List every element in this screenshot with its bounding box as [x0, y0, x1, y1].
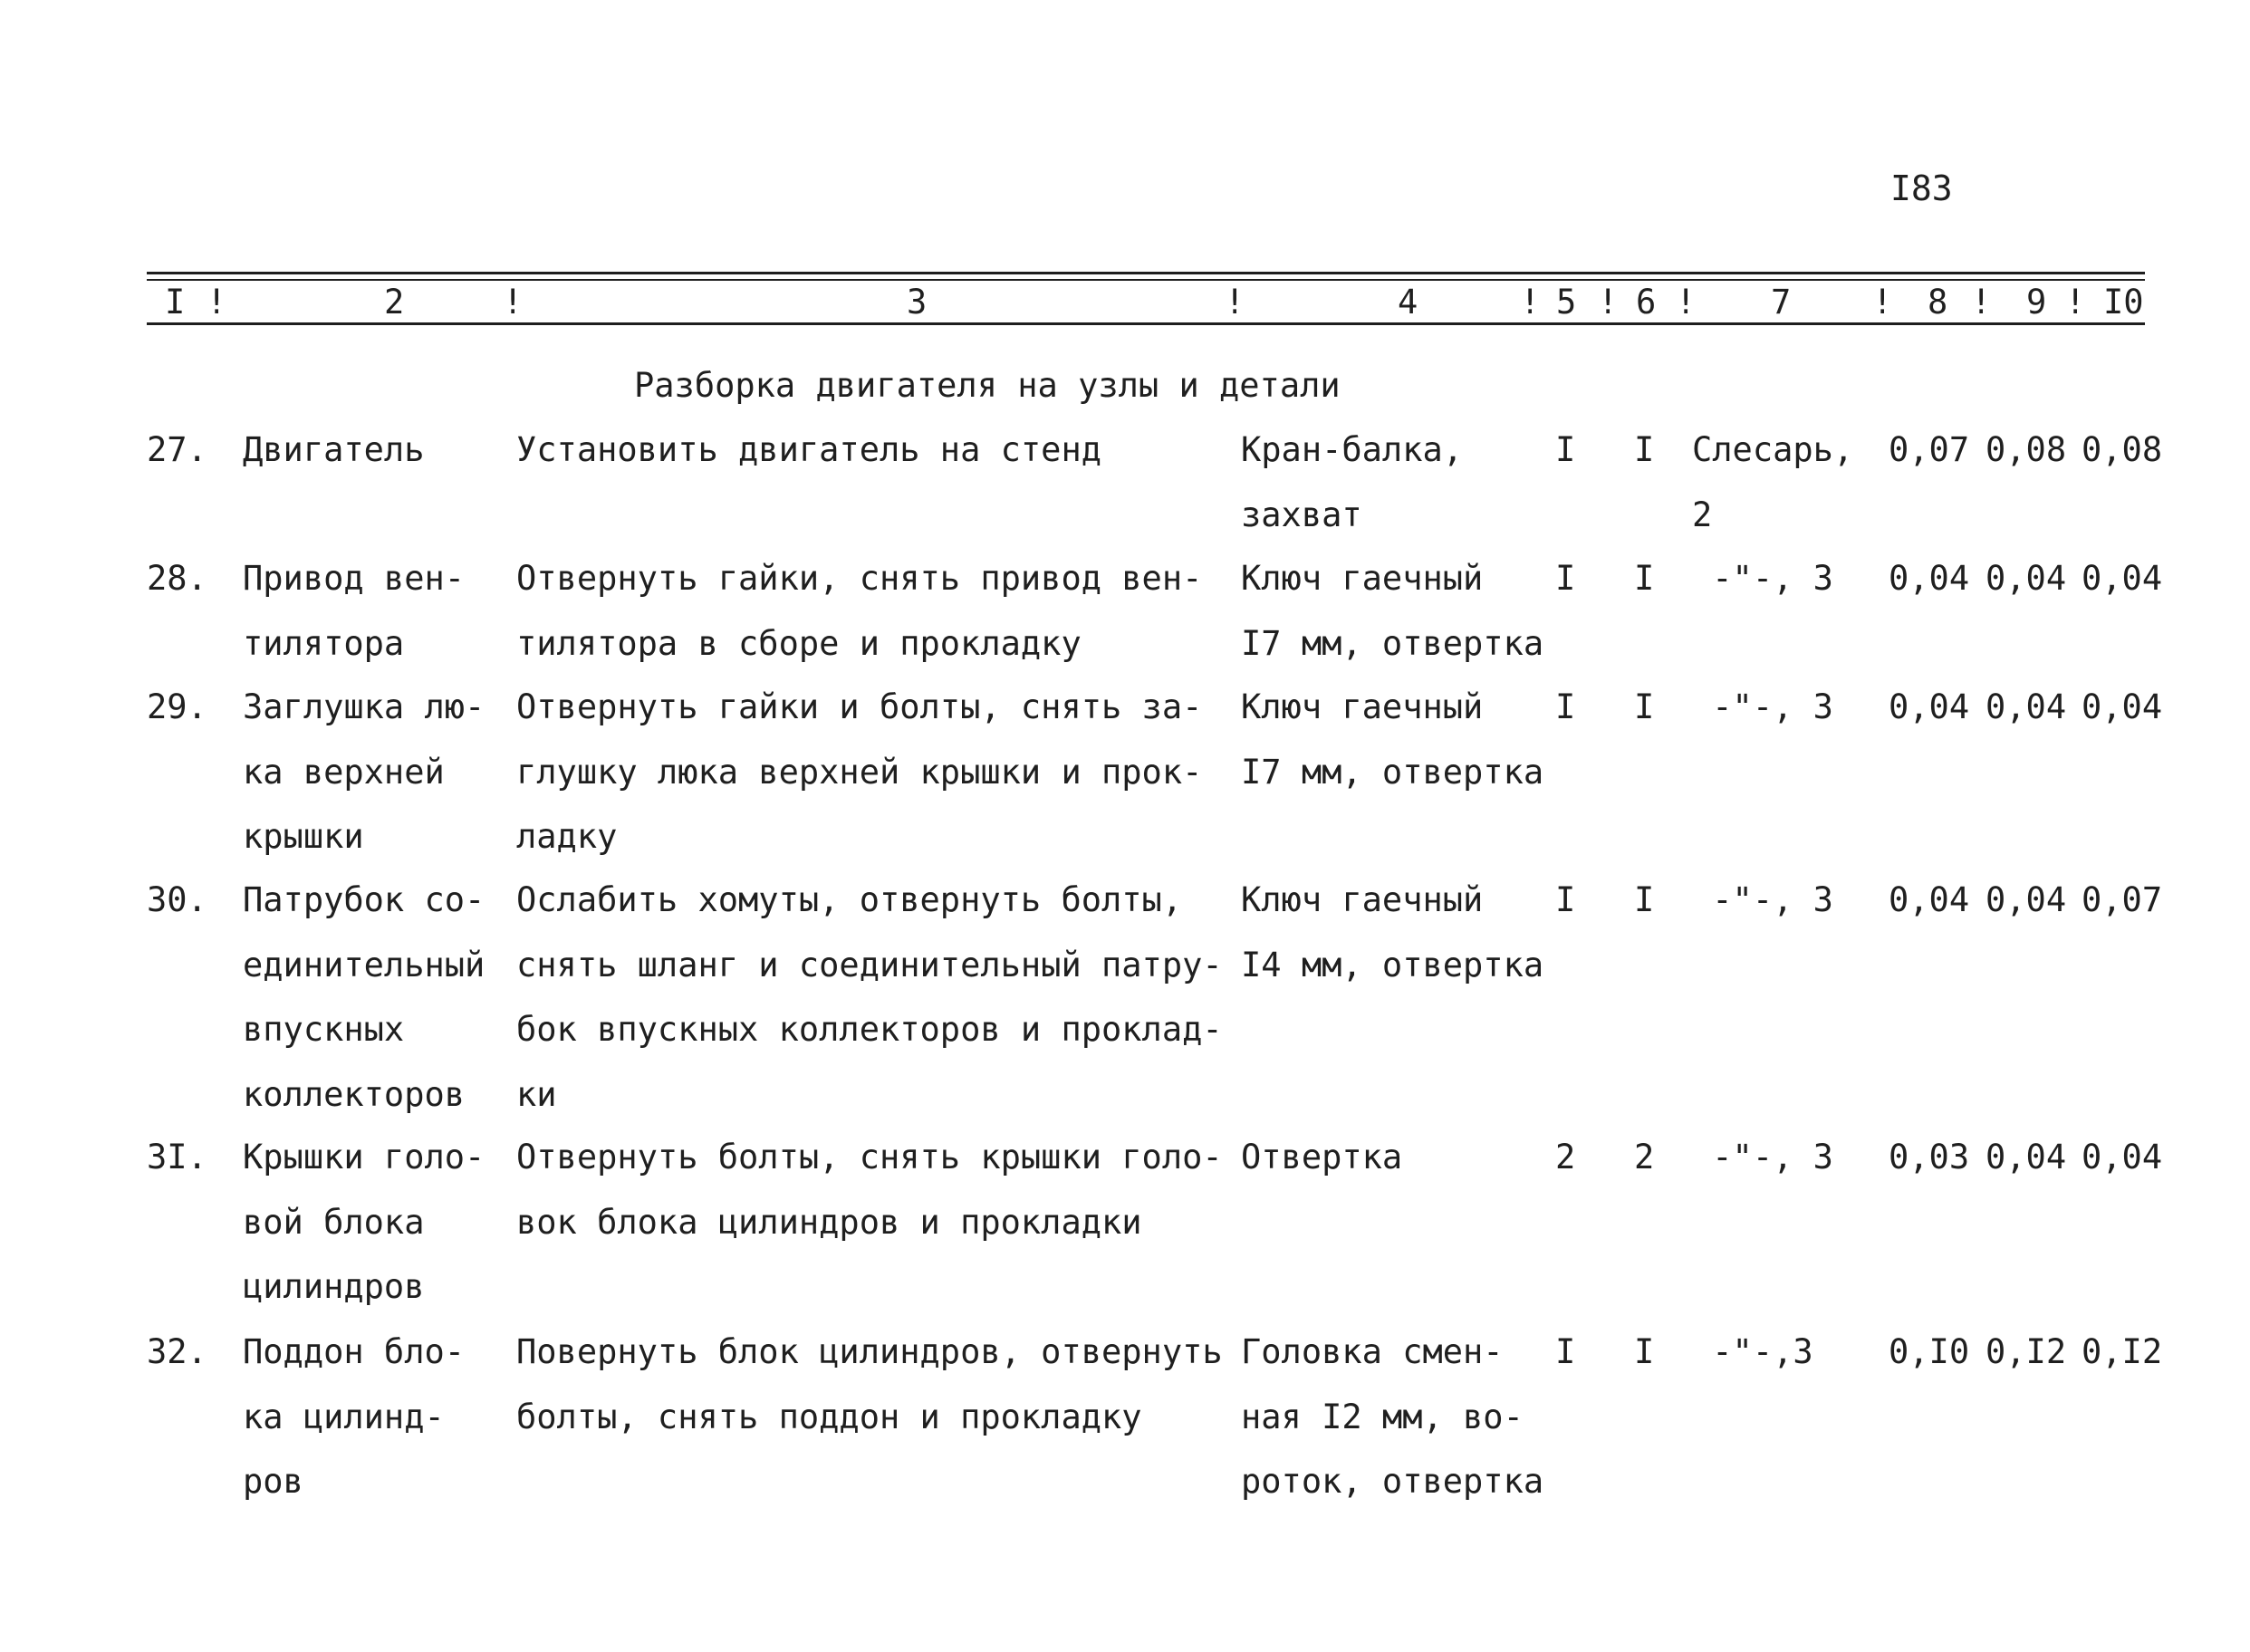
- row-worker: -"-, 3: [1692, 880, 1833, 919]
- row-col6: 2: [1634, 1138, 1655, 1177]
- row-col8: 0,04: [1889, 880, 1970, 919]
- row-tools: Ключ гаечный I7 мм, отвертка: [1241, 687, 1544, 792]
- row-operation: Повернуть блок цилиндров, отвернуть болты, снять поддон и прокладку: [516, 1332, 1223, 1436]
- row-operation: Отвернуть гайки, снять привод вен- тилятора в сборе и прокладку: [516, 559, 1203, 663]
- row-tools: Кран-балка, захват: [1241, 430, 1464, 534]
- header-separator: !: [1971, 283, 1992, 322]
- row-operation: Отвернуть болты, снять крышки голо- вок блока цилиндров и прокладки: [516, 1138, 1223, 1242]
- header-col-5: 5: [1556, 283, 1577, 322]
- row-worker: -"-,3: [1692, 1332, 1813, 1371]
- row-col8: 0,07: [1889, 430, 1970, 469]
- row-number: 3I.: [147, 1138, 207, 1177]
- header-separator: !: [2065, 283, 2086, 322]
- row-col5: I: [1555, 1332, 1576, 1371]
- row-worker: -"-, 3: [1692, 559, 1833, 598]
- row-tools: Ключ гаечный I4 мм, отвертка: [1241, 880, 1544, 984]
- row-col6: I: [1634, 1332, 1655, 1371]
- section-title: Разборка двигателя на узлы и детали: [634, 366, 1341, 405]
- row-object: Заглушка лю- ка верхней крышки: [243, 687, 486, 856]
- row-col5: I: [1555, 559, 1576, 598]
- header-col-3: 3: [907, 283, 928, 322]
- header-col-2: 2: [384, 283, 405, 322]
- header-separator: !: [1872, 283, 1893, 322]
- row-number: 32.: [147, 1332, 207, 1371]
- header-col-8: 8: [1928, 283, 1948, 322]
- row-worker: -"-, 3: [1692, 687, 1833, 726]
- row-operation: Ослабить хомуты, отвернуть болты, снять шланг и соединительный патру- бок впускных коллекторов и проклад- ки: [516, 880, 1223, 1114]
- row-col5: I: [1555, 880, 1576, 919]
- row-col9: 0,04: [1986, 1138, 2067, 1177]
- row-col10: 0,04: [2082, 559, 2163, 598]
- row-col8: 0,I0: [1889, 1332, 1970, 1371]
- header-col-4: 4: [1398, 283, 1418, 322]
- row-col8: 0,03: [1889, 1138, 1970, 1177]
- row-number: 27.: [147, 430, 207, 469]
- header-separator: !: [1676, 283, 1697, 322]
- row-number: 29.: [147, 687, 207, 726]
- header-bottom-rule: [147, 322, 2145, 325]
- row-object: Двигатель: [243, 430, 425, 469]
- row-col10: 0,04: [2082, 687, 2163, 726]
- header-col-9: 9: [2026, 283, 2047, 322]
- row-col9: 0,04: [1986, 559, 2067, 598]
- header-separator: !: [503, 283, 524, 322]
- row-col5: I: [1555, 430, 1576, 469]
- row-operation: Отвернуть гайки и болты, снять за- глушку люка верхней крышки и прок- ладку: [516, 687, 1203, 856]
- header-top-rule-2: [147, 279, 2145, 281]
- row-object: Патрубок со- единительный впускных коллекторов: [243, 880, 486, 1114]
- row-object: Поддон бло- ка цилинд- ров: [243, 1332, 466, 1501]
- row-operation: Установить двигатель на стенд: [516, 430, 1102, 469]
- row-col10: 0,I2: [2082, 1332, 2163, 1371]
- row-object: Привод вен- тилятора: [243, 559, 466, 663]
- row-tools: Ключ гаечный I7 мм, отвертка: [1241, 559, 1544, 663]
- row-object: Крышки голо- вой блока цилиндров: [243, 1138, 486, 1306]
- header-separator: !: [1598, 283, 1619, 322]
- row-number: 28.: [147, 559, 207, 598]
- row-worker: Слесарь, 2: [1692, 430, 1854, 534]
- header-col-1: I: [165, 283, 186, 322]
- header-separator: !: [207, 283, 227, 322]
- row-col6: I: [1634, 880, 1655, 919]
- row-col10: 0,04: [2082, 1138, 2163, 1177]
- row-col6: I: [1634, 687, 1655, 726]
- row-number: 30.: [147, 880, 207, 919]
- row-col10: 0,08: [2082, 430, 2163, 469]
- row-col6: I: [1634, 559, 1655, 598]
- header-separator: !: [1225, 283, 1245, 322]
- header-separator: !: [1520, 283, 1541, 322]
- row-col9: 0,04: [1986, 880, 2067, 919]
- row-col6: I: [1634, 430, 1655, 469]
- header-col-6: 6: [1636, 283, 1657, 322]
- row-tools: Головка смен- ная I2 мм, во- роток, отвертка: [1241, 1332, 1544, 1501]
- row-col5: 2: [1555, 1138, 1576, 1177]
- row-col9: 0,08: [1986, 430, 2067, 469]
- header-col-10: I0: [2103, 283, 2144, 322]
- row-worker: -"-, 3: [1692, 1138, 1833, 1177]
- row-col9: 0,I2: [1986, 1332, 2067, 1371]
- row-col8: 0,04: [1889, 687, 1970, 726]
- header-col-7: 7: [1771, 283, 1792, 322]
- row-col8: 0,04: [1889, 559, 1970, 598]
- row-tools: Отвертка: [1241, 1138, 1403, 1177]
- header-top-rule: [147, 272, 2145, 274]
- row-col9: 0,04: [1986, 687, 2067, 726]
- page-number: I83: [1890, 168, 1953, 208]
- row-col5: I: [1555, 687, 1576, 726]
- row-col10: 0,07: [2082, 880, 2163, 919]
